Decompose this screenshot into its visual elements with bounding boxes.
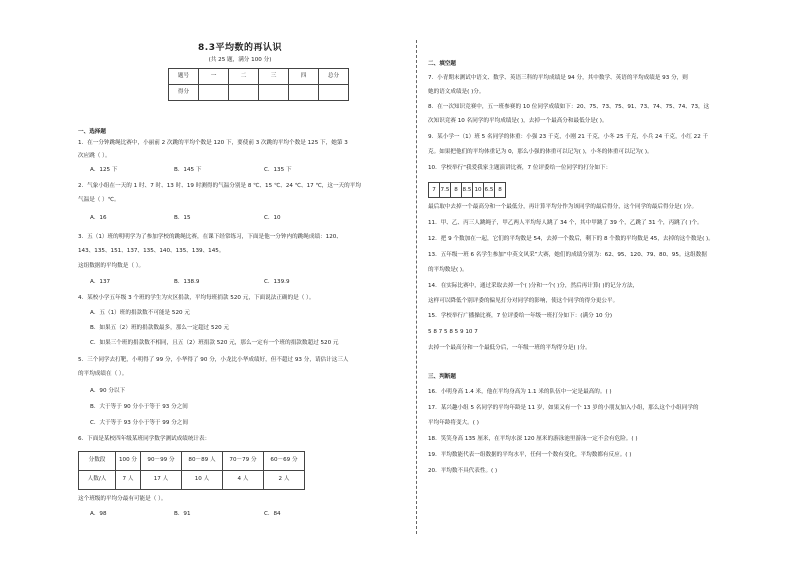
q2-line: 气温是（ ）℃。 <box>78 197 120 203</box>
q3-option-c: C．139.9 <box>264 279 290 285</box>
q3-option-a: A．137 <box>90 279 111 285</box>
score-cell <box>319 85 349 101</box>
q10-score-boxes <box>428 182 505 198</box>
freq-header-cell: 90－99 分 <box>141 452 182 471</box>
freq-row-label: 人数/人 <box>79 471 116 490</box>
score-header-cell: 一 <box>199 69 229 85</box>
q1-line: 次应跳（ ）。 <box>78 153 111 159</box>
q7-line: 她的语文成绩是( )分。 <box>428 89 485 95</box>
freq-cell: 2 人 <box>264 471 305 490</box>
q1-option-b: B．145 下 <box>174 167 202 173</box>
score-header-cell: 四 <box>289 69 319 85</box>
page-title: 8.3平均数的再认识 <box>198 43 282 53</box>
q14-line: 这样可以降低个别评委的偏见打分对同学的影响，使这个同学的得分更公平。 <box>428 298 619 304</box>
freq-cell: 7 人 <box>116 471 141 490</box>
q8-line: 8．在一次知识竞赛中，五一班参赛的 10 位同学成绩如下：20、75、73、75、91、73、74、75、74、73，这 <box>428 104 710 110</box>
q15-scores: 5 8 7 5 8 5 9 10 7 <box>428 329 478 335</box>
q9-line: 克。如果把他们的平均体重记为 0，那么小强的体重可以记为( )，小冬的体重可以记为( )。 <box>428 149 653 155</box>
score-box: 8.5 <box>461 182 473 198</box>
q15-line: 15．学校举行广播操比赛，7 位评委给一年级一班打分如下：(满分 10 分) <box>428 313 613 319</box>
freq-cell: 4 人 <box>223 471 264 490</box>
freq-header-cell: 60－69 分 <box>264 452 305 471</box>
q10-tail: 最后取中去掉一个最高分和一个最低分，再计算平均分作为该同学的最后得分，这个同学的最后得分是( )分。 <box>428 204 698 210</box>
freq-cell: 17 人 <box>141 471 182 490</box>
score-box: 10 <box>472 182 484 198</box>
page-divider <box>416 40 417 534</box>
q18-line: 18．笑笑身高 135 厘米，在平均水深 120 厘米的游泳池里游泳一定不会有危险。( ) <box>428 436 638 442</box>
q4-option-a: A．五（1）班的捐款数不可能是 520 元 <box>90 310 190 316</box>
score-box: 7 <box>428 182 440 198</box>
q5-option-c: C．大于等于 93 分小于等于 99 分之间 <box>90 420 188 426</box>
q9-line: 9．某小学一（1）班 5 名同学的体重：小强 23 千克，小刚 21 千克，小冬 25 千克，小兵 24 千克，小红 22 千 <box>428 134 709 140</box>
q3-option-b: B．138.9 <box>174 279 200 285</box>
q13-line: 的平均数是( )。 <box>428 267 468 273</box>
q2-option-a: A．16 <box>90 215 107 221</box>
q5-option-b: B．大于等于 90 分小于等于 93 分之间 <box>90 404 188 410</box>
q2-option-b: B．15 <box>174 215 191 221</box>
score-header-cell: 三 <box>259 69 289 85</box>
q4-option-c: C．如果三个班的捐款数不相同，且五（2）班捐款 520 元，那么一定有一个班的捐款数超过 520 元 <box>90 340 339 346</box>
q1-option-a: A．125 下 <box>90 167 118 173</box>
q10-line: 10．学校举行“我爱我家主题演讲比赛，7 位评委给一位同学的打分如下： <box>428 165 612 171</box>
section1-title: 一、选择题 <box>78 129 106 135</box>
q15-tail: 去掉一个最高分和一个最低分后，一年级一班的平均得分是( )分。 <box>428 345 591 351</box>
q6-option-a: A．98 <box>90 511 107 517</box>
score-cell <box>229 85 259 101</box>
score-box: 8 <box>494 182 506 198</box>
q14-line: 14．在实际比赛中，通过采取去掉一个( )分和一个( )分，然后再计算( )的记分方法， <box>428 283 639 289</box>
score-box: 7.5 <box>439 182 451 198</box>
q17-line: 17．某兴趣小组 5 名同学的平均年龄是 11 岁，如果又有一个 13 岁的小朋友加入小组，那么这个小组同学的 <box>428 405 699 411</box>
score-header-cell: 总分 <box>319 69 349 85</box>
q4-line: 4．某校小学五年级 3 个班的学生为灾区捐款，平均每班捐款 520 元，下面说法正确的是（ ）。 <box>78 295 315 301</box>
q20-line: 20．平均数不具代表性。( ) <box>428 468 498 474</box>
q2-line: 2．气象小组在一天的 1 时、7 时、13 时、19 时测得的气温分别是 8 ℃、15 ℃、24 ℃、17 ℃，这一天的平均 <box>78 183 361 189</box>
score-header-cell: 题号 <box>169 69 199 85</box>
q6-line: 6．下面是某校四年级某班同学数学测试成绩统计表： <box>78 436 211 442</box>
q4-option-b: B．如果五（2）班的捐款数最多，那么一定超过 520 元 <box>90 325 230 331</box>
q11-line: 11．甲、乙、丙三人跳绳子，甲乙两人平均每人跳了 34 个，其中甲跳了 39 个，乙跳了 31 个，丙跳了( )个。 <box>428 220 703 226</box>
q2-option-c: C．10 <box>264 215 281 221</box>
page-subtitle: (共 25 题，满分 100 分) <box>208 57 272 63</box>
q5-line: 5．三个同学去打靶，小明得了 99 分，小华得了 90 分，小龙比小华成绩好，但不超过 93 分，请估计这三人 <box>78 357 349 363</box>
q6-frequency-table <box>78 451 305 490</box>
q7-line: 7．小青期末测试中语文、数学、英语三科的平均成绩是 94 分，其中数学、英语的平均成绩是 93 分，则 <box>428 75 688 81</box>
score-box: 8 <box>450 182 462 198</box>
q6-tail: 这个班级的平均分最有可能是（ ）。 <box>78 496 167 502</box>
q13-line: 13．五年级一班 6 名学生参加“中英文风采”大赛，她们的成绩分别为：62、95、120、79、80、95。这组数据 <box>428 252 707 258</box>
score-row-label: 得分 <box>169 85 199 101</box>
freq-header-cell: 70－79 分 <box>223 452 264 471</box>
q6-option-c: C．84 <box>264 511 281 517</box>
q5-line: 的平均成绩在（ ）。 <box>78 371 128 377</box>
section2-title: 二、填空题 <box>428 61 456 67</box>
q5-option-a: A．90 分以下 <box>90 388 126 394</box>
q1-option-c: C．135 下 <box>264 167 292 173</box>
freq-cell: 10 人 <box>182 471 223 490</box>
score-header-cell: 二 <box>229 69 259 85</box>
score-table <box>168 68 349 101</box>
q3-line: 3．五（1）班的明明学为了参加学校的跳绳比赛，在课下经常练习，下面是他一分钟内的跳绳成绩：120、 <box>78 234 342 240</box>
q3-line: 143、135、151、137、135、140、135、139、145。 <box>78 248 225 254</box>
score-box: 6.5 <box>483 182 495 198</box>
q3-line: 这组数据的平均数是（ ）。 <box>78 263 145 269</box>
q16-line: 16．小明身高 1.4 米，他在平均身高为 1.1 米的队伍中一定是最高的。( ) <box>428 389 612 395</box>
q19-line: 19．平均数能代表一组数据的平均水平，任何一个数有变化，平均数都有反应。( ) <box>428 452 632 458</box>
freq-header-cell: 100 分 <box>116 452 141 471</box>
score-cell <box>199 85 229 101</box>
q6-option-b: B．91 <box>174 511 191 517</box>
score-cell <box>289 85 319 101</box>
q8-line: 次知识竞赛 10 名同学的平均成绩是( )，去掉一个最高分和最低分是( )。 <box>428 118 608 124</box>
q1-line: 1．在一分钟跳绳比赛中，小丽前 2 次跳的平均个数是 120 下，要使前 3 次跳的平均个数是 125 下，她第 3 <box>78 140 348 146</box>
score-cell <box>259 85 289 101</box>
q12-line: 12．把 9 个数加在一起，它们的平均数是 54，去掉一个数后，剩下的 8 个数的平均数是 45，去掉的这个数是( )。 <box>428 236 714 242</box>
section3-title: 三、判断题 <box>428 374 456 380</box>
q17-line: 平均年龄将变大。( ) <box>428 420 479 426</box>
freq-header-cell: 80－89 人 <box>182 452 223 471</box>
freq-header-cell: 分数段 <box>79 452 116 471</box>
